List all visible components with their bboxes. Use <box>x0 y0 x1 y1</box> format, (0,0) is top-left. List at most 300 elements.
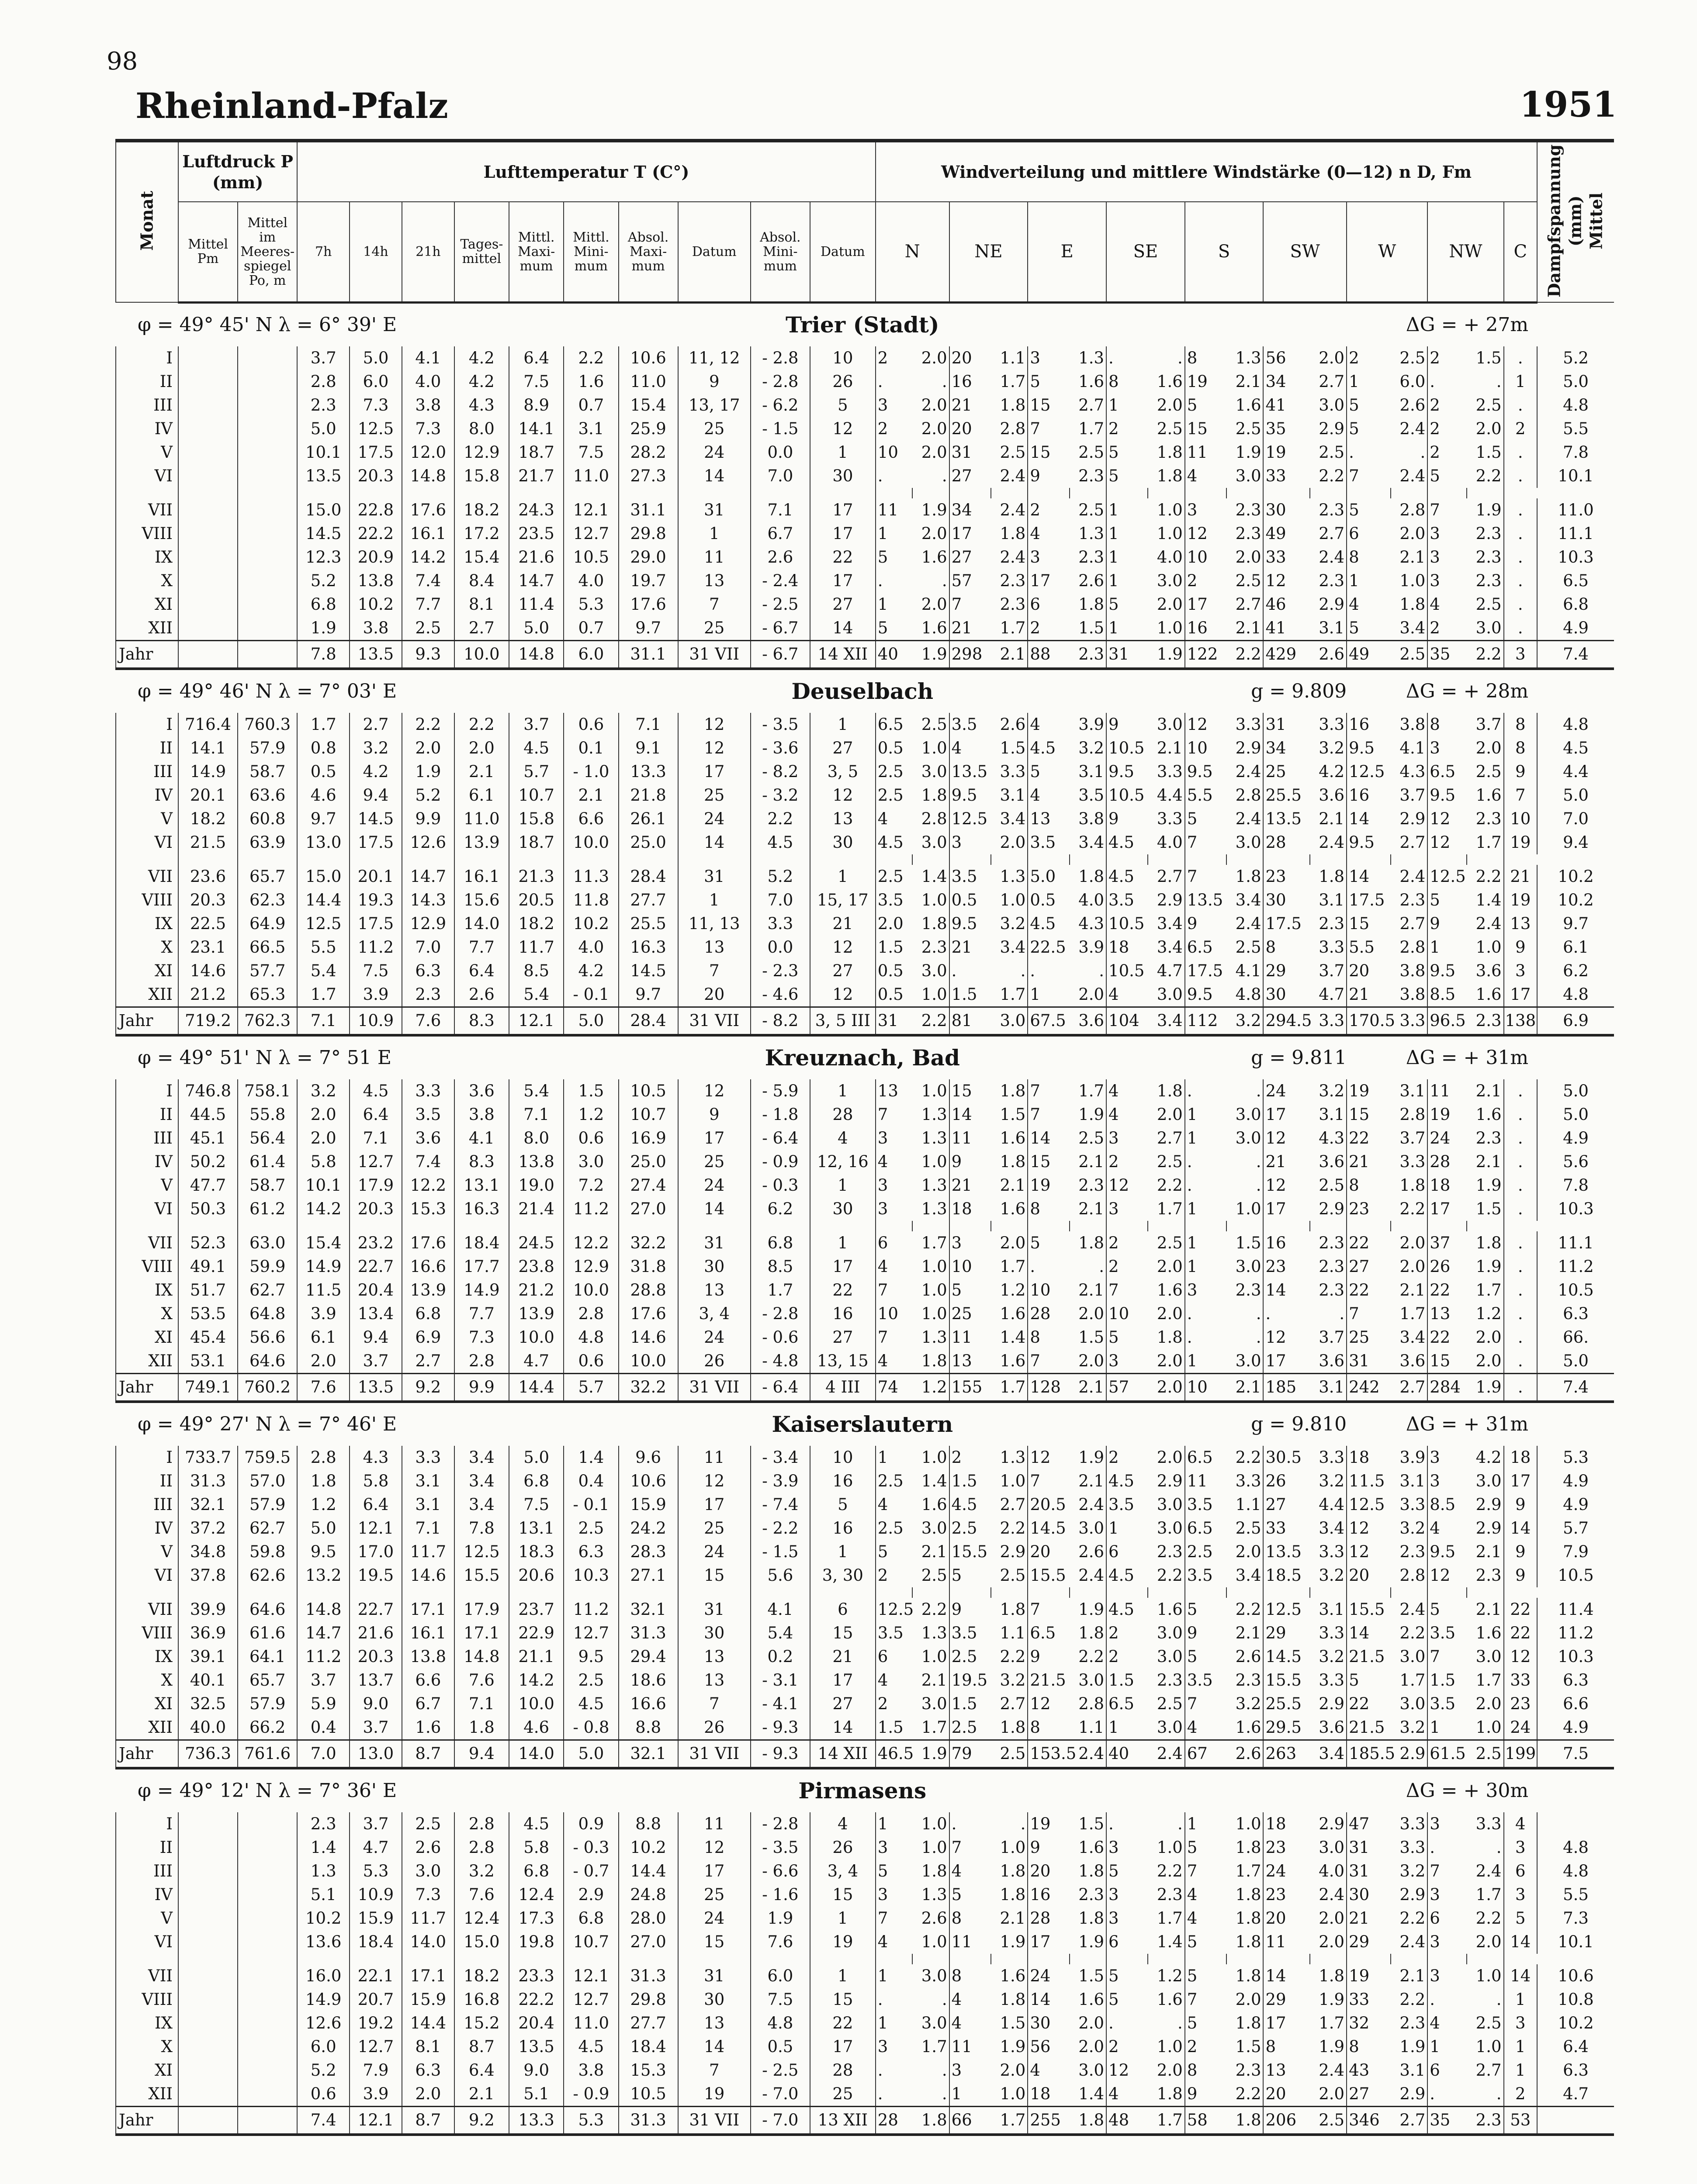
data-cell <box>238 2059 297 2082</box>
data-cell: 1.2 <box>564 1103 618 1127</box>
data-cell: 3 <box>1427 1930 1467 1954</box>
data-cell: - 3.4 <box>751 1446 810 1469</box>
data-cell: 6.0 <box>297 2035 350 2059</box>
data-cell: - 3.5 <box>751 713 810 736</box>
data-cell: 29 <box>1263 1988 1309 2011</box>
data-cell: 7.7 <box>402 593 454 616</box>
data-cell: - 1.8 <box>751 1103 810 1127</box>
data-cell: 2.1 <box>1399 547 1426 567</box>
gap-cell <box>1263 1221 1309 1231</box>
table-row <box>116 441 1614 464</box>
gap-cell <box>810 854 876 865</box>
data-cell: 1.4 <box>297 1836 350 1859</box>
data-cell: 28.2 <box>619 441 678 464</box>
data-cell: 1 <box>1185 1103 1226 1127</box>
data-cell: 2.2 <box>1078 1647 1105 1666</box>
data-cell: 1.2 <box>1000 1280 1026 1299</box>
data-cell <box>238 522 297 546</box>
subheader-cell: 7h <box>297 202 350 302</box>
data-cell: - 3.2 <box>751 784 810 807</box>
data-cell: 3.7 <box>350 1812 402 1836</box>
data-cell: 4.0 <box>564 569 618 593</box>
data-cell: 12.7 <box>350 2035 402 2059</box>
year-cell: 9.4 <box>454 1740 509 1768</box>
data-cell: 11 <box>1185 1469 1226 1493</box>
data-cell: 4.5 <box>1106 831 1148 854</box>
data-cell: 2.0 <box>1157 594 1183 614</box>
data-cell: 57.9 <box>238 1493 297 1517</box>
data-cell: 4.8 <box>564 1326 618 1349</box>
subheader-cell: Datum <box>810 202 876 302</box>
data-cell: 1.8 <box>1000 1885 1026 1904</box>
data-cell: 5.2 <box>751 865 810 888</box>
gap-cell <box>350 488 402 498</box>
gap-cell <box>619 854 678 865</box>
data-cell: 1.8 <box>1157 442 1183 462</box>
data-cell: 11.7 <box>402 1540 454 1564</box>
data-cell: 13 <box>810 807 876 831</box>
month-label: XI <box>116 1692 178 1716</box>
year-cell: 199 <box>1504 1740 1538 1768</box>
data-cell: 2.5 <box>1475 395 1502 415</box>
data-cell: 10 <box>1504 807 1538 831</box>
data-cell: 6.4 <box>1537 2035 1614 2059</box>
data-cell: 15 <box>1028 441 1069 464</box>
data-cell: 30 <box>1263 983 1309 1007</box>
data-cell: - 6.2 <box>751 394 810 417</box>
data-cell: 31 <box>949 441 991 464</box>
data-cell: 2.5 <box>1078 500 1105 519</box>
data-cell: 3 <box>1504 959 1538 983</box>
data-cell: 13, 17 <box>678 394 751 417</box>
year-cell: 170.5 <box>1347 1007 1391 1035</box>
data-cell: 22 <box>1347 1127 1391 1150</box>
year-cell: 31.3 <box>619 2106 678 2135</box>
data-cell: 8 <box>949 1964 991 1988</box>
data-cell: 14 <box>1504 1930 1538 1954</box>
data-cell: 3, 30 <box>810 1564 876 1587</box>
data-cell: 1.8 <box>1078 1908 1105 1928</box>
data-cell: 56 <box>1263 346 1309 370</box>
data-cell: 1.9 <box>921 500 947 519</box>
data-cell: 2.0 <box>297 1103 350 1127</box>
gap-cell <box>178 1221 238 1231</box>
data-cell: 7 <box>1028 1598 1069 1621</box>
month-label: X <box>116 2035 178 2059</box>
table-row <box>116 760 1614 784</box>
data-cell: 2.3 <box>1157 1542 1183 1561</box>
data-cell: 14.6 <box>402 1564 454 1587</box>
data-cell: 14.8 <box>297 1598 350 1621</box>
gap-cell <box>509 1954 564 1964</box>
data-cell: 2.2 <box>1475 466 1502 485</box>
data-cell: 4.0 <box>1078 890 1105 909</box>
table-row <box>116 2011 1614 2035</box>
data-cell: 1.4 <box>1000 1327 1026 1347</box>
data-cell: 66.5 <box>238 936 297 959</box>
row-gap <box>116 488 1614 498</box>
data-cell: 2 <box>1427 417 1467 441</box>
data-cell: 5 <box>1347 417 1391 441</box>
data-cell: 1.5 <box>949 1692 991 1716</box>
gap-cell <box>1185 854 1226 865</box>
gap-cell <box>678 1587 751 1598</box>
data-cell: 2 <box>1427 346 1467 370</box>
month-label: IV <box>116 784 178 807</box>
data-cell: 45.4 <box>178 1326 238 1349</box>
data-cell: 4.5 <box>949 1493 991 1517</box>
year-cell: 206 <box>1263 2106 1309 2135</box>
data-cell: 2.3 <box>1078 466 1105 485</box>
gap-cell <box>1106 1221 1148 1231</box>
data-cell: 3 <box>1106 1883 1148 1907</box>
data-cell: 9.5 <box>1427 784 1467 807</box>
data-cell: 16.1 <box>402 1621 454 1645</box>
data-cell: 1 <box>1504 1988 1538 2011</box>
data-cell: 2.8 <box>454 1812 509 1836</box>
data-cell: 43 <box>1347 2059 1391 2082</box>
data-cell: 3.1 <box>1399 2060 1426 2080</box>
data-cell <box>238 2035 297 2059</box>
data-cell: 57 <box>949 569 991 593</box>
data-cell: 2.0 <box>1157 2060 1183 2080</box>
data-cell: 4.7 <box>350 1836 402 1859</box>
data-cell <box>238 2082 297 2107</box>
data-cell: 15.5 <box>454 1564 509 1587</box>
data-cell: 5.4 <box>751 1621 810 1645</box>
year-cell: 128 <box>1028 1373 1069 1402</box>
data-cell: 9.5 <box>1106 760 1148 784</box>
month-label: XI <box>116 593 178 616</box>
data-cell: . <box>1106 1812 1148 1836</box>
data-cell: 2.0 <box>921 348 947 367</box>
data-cell: . <box>876 569 912 593</box>
data-cell: 14 <box>1263 1964 1309 1988</box>
data-cell: . <box>1185 1079 1226 1103</box>
gap-cell <box>238 854 297 865</box>
year-cell: 2.0 <box>1148 1373 1184 1402</box>
data-cell: 2.2 <box>1319 466 1345 485</box>
data-cell: 1.5 <box>1235 1233 1261 1252</box>
data-cell <box>178 464 238 488</box>
data-cell: 16.1 <box>454 865 509 888</box>
data-cell: 1.0 <box>1235 1199 1261 1218</box>
data-cell: 3.4 <box>1000 937 1026 957</box>
year-cell: 14 XII <box>810 640 876 669</box>
data-cell: 7 <box>678 593 751 616</box>
data-cell: 2.5 <box>1235 571 1261 590</box>
data-cell: 3.7 <box>350 1716 402 1740</box>
month-label: VIII <box>116 522 178 546</box>
data-cell: 28 <box>810 1103 876 1127</box>
data-cell: 1 <box>1106 498 1148 522</box>
data-cell: 3.3 <box>1319 1542 1345 1561</box>
data-cell: 2.3 <box>1078 547 1105 567</box>
year-cell <box>178 640 238 669</box>
station-header <box>116 1768 1614 1812</box>
data-cell: 7.3 <box>350 394 402 417</box>
data-cell: 11 <box>949 2035 991 2059</box>
data-cell: 1.5 <box>1000 1105 1026 1124</box>
gap-cell <box>509 854 564 865</box>
data-cell: 16.3 <box>454 1197 509 1221</box>
year-cell: 32.1 <box>619 1740 678 1768</box>
data-cell: 3 <box>1427 1964 1467 1988</box>
data-cell: - 6.6 <box>751 1859 810 1883</box>
data-cell: 12.6 <box>297 2011 350 2035</box>
data-cell: 20 <box>949 346 991 370</box>
data-cell: 2.8 <box>1399 1105 1426 1124</box>
data-cell: 7.9 <box>1537 1540 1614 1564</box>
data-cell: 2.5 <box>1475 762 1502 781</box>
data-cell: 1.0 <box>1475 2037 1502 2056</box>
data-cell <box>178 616 238 641</box>
data-cell <box>178 2035 238 2059</box>
data-cell: 2.4 <box>1399 867 1426 886</box>
data-cell: 2.5 <box>564 1669 618 1692</box>
data-cell: 1 <box>1185 1812 1226 1836</box>
data-cell: 21 <box>1347 1907 1391 1930</box>
data-cell: 7.9 <box>350 2059 402 2082</box>
table-row <box>116 1907 1614 1930</box>
data-cell: 1.5 <box>1427 1669 1467 1692</box>
data-cell: 62.7 <box>238 1279 297 1302</box>
station-coords: φ = 49° 51' N λ = 7° 51 E <box>138 1046 391 1069</box>
data-cell: 5 <box>1427 888 1467 912</box>
data-cell: 51.7 <box>178 1279 238 1302</box>
data-cell: 1.8 <box>1000 1600 1026 1619</box>
data-cell: 12.2 <box>402 1174 454 1197</box>
data-cell: 1.9 <box>1235 442 1261 462</box>
table-row <box>116 616 1614 641</box>
year-cell: 31 <box>876 1007 912 1035</box>
data-cell: 64.1 <box>238 1645 297 1669</box>
data-cell: . <box>1178 1814 1183 1833</box>
data-cell: 3.7 <box>1475 715 1502 734</box>
data-cell: 4 <box>1347 593 1391 616</box>
gap-cell <box>297 1587 350 1598</box>
data-cell: 17 <box>1504 1469 1538 1493</box>
data-cell: 6.5 <box>1028 1621 1069 1645</box>
data-cell: 2.8 <box>564 1302 618 1326</box>
data-cell: 3 <box>1028 546 1069 569</box>
data-cell: 2.1 <box>1078 1280 1105 1299</box>
data-cell: 2.0 <box>1000 833 1026 852</box>
data-cell: 2.7 <box>454 616 509 641</box>
data-cell: 23.3 <box>509 1964 564 1988</box>
data-cell: . <box>942 372 947 391</box>
data-cell: - 3.9 <box>751 1469 810 1493</box>
year-row <box>116 2106 1614 2135</box>
data-cell: 7 <box>876 1907 912 1930</box>
data-cell: 31 <box>1263 713 1309 736</box>
data-cell: 10.0 <box>564 1279 618 1302</box>
data-cell: 34.8 <box>178 1540 238 1564</box>
data-cell: 30 <box>1263 498 1309 522</box>
data-cell: 12 <box>1028 1692 1069 1716</box>
data-cell: 3.2 <box>1399 1518 1426 1538</box>
data-cell: 7 <box>1504 784 1538 807</box>
data-cell: 7.1 <box>454 1692 509 1716</box>
data-cell: 2 <box>1106 1621 1148 1645</box>
data-cell: 5.0 <box>297 417 350 441</box>
data-cell: 1.9 <box>751 1907 810 1930</box>
data-cell: 10.1 <box>297 441 350 464</box>
gap-cell <box>1467 488 1503 498</box>
data-cell: 1.9 <box>1078 1600 1105 1619</box>
year-cell: 7.0 <box>297 1740 350 1768</box>
data-cell: 3 <box>1427 546 1467 569</box>
data-cell: 1 <box>810 713 876 736</box>
data-cell: 9.5 <box>949 784 991 807</box>
data-cell: . <box>876 370 912 394</box>
gap-cell <box>1391 1221 1427 1231</box>
data-cell: 5.5 <box>297 936 350 959</box>
data-cell: 57.7 <box>238 959 297 983</box>
data-cell: 3.0 <box>1235 1105 1261 1124</box>
data-cell: 3.2 <box>1319 1647 1345 1666</box>
data-cell: 2 <box>1185 569 1226 593</box>
subheader-cell: NE <box>949 202 1028 302</box>
data-cell: 0.7 <box>564 616 618 641</box>
data-cell: 22 <box>810 2011 876 2035</box>
data-cell: 8.5 <box>1427 1493 1467 1517</box>
data-cell: 31 <box>678 865 751 888</box>
data-cell: 57.9 <box>238 736 297 760</box>
data-cell: 3.9 <box>1399 1448 1426 1467</box>
data-cell: 8.3 <box>454 1150 509 1174</box>
table-row <box>116 464 1614 488</box>
data-cell: 9 <box>1185 2082 1226 2107</box>
data-cell: 1 <box>810 1079 876 1103</box>
data-cell: 5 <box>1106 464 1148 488</box>
year-label: Jahr <box>116 1007 178 1035</box>
data-cell: 1.3 <box>1000 867 1026 886</box>
data-cell: 14.8 <box>402 464 454 488</box>
data-cell: 20.5 <box>1028 1493 1069 1517</box>
year-cell: 2.3 <box>1467 1007 1503 1035</box>
data-cell: 2.4 <box>1319 833 1345 852</box>
data-cell: 44.5 <box>178 1103 238 1127</box>
data-cell: 2.3 <box>1319 1233 1345 1252</box>
month-label: X <box>116 1669 178 1692</box>
data-cell: 2.5 <box>949 1716 991 1740</box>
data-cell: 3.6 <box>1319 1351 1345 1370</box>
data-cell: 7.8 <box>1537 441 1614 464</box>
data-cell: 6.3 <box>402 959 454 983</box>
data-cell: 2.2 <box>751 807 810 831</box>
year-cell: 2.9 <box>1391 1740 1427 1768</box>
data-cell: . <box>1504 1127 1538 1150</box>
data-cell: 17.0 <box>350 1540 402 1564</box>
data-cell: 23.8 <box>509 1255 564 1279</box>
data-cell: 4.0 <box>1319 1861 1345 1880</box>
data-cell: 14.0 <box>402 1930 454 1954</box>
data-cell: 2.5 <box>1157 1694 1183 1713</box>
gap-cell <box>454 854 509 865</box>
data-cell: 1.7 <box>1475 1280 1502 1299</box>
data-cell: 2.0 <box>1078 985 1105 1004</box>
data-cell: 9 <box>1504 1540 1538 1564</box>
data-cell: 23 <box>1347 1197 1391 1221</box>
gap-cell <box>509 488 564 498</box>
table-row <box>116 2059 1614 2082</box>
data-cell: 1.7 <box>751 1279 810 1302</box>
data-cell: 19 <box>810 1930 876 1954</box>
data-cell: . <box>1427 1988 1467 2011</box>
data-cell: 31 <box>678 1231 751 1255</box>
table-row <box>116 498 1614 522</box>
data-cell: 12.5 <box>1427 865 1467 888</box>
year-cell: 1.9 <box>912 1740 949 1768</box>
data-cell: 15 <box>1347 1103 1391 1127</box>
data-cell: . <box>1504 346 1538 370</box>
data-cell: 2 <box>1106 417 1148 441</box>
data-cell: 4 <box>810 1127 876 1150</box>
data-cell: 2.3 <box>1000 571 1026 590</box>
gap-cell <box>116 488 178 498</box>
data-cell: 9.7 <box>619 983 678 1007</box>
data-cell: 3.2 <box>1399 1861 1426 1880</box>
data-cell: 1.7 <box>1078 1081 1105 1100</box>
data-cell <box>178 522 238 546</box>
data-cell: 9 <box>678 1103 751 1127</box>
data-cell: 17 <box>678 760 751 784</box>
table-row <box>116 1079 1614 1103</box>
data-cell: 1.5 <box>876 936 912 959</box>
data-cell: 1.2 <box>297 1493 350 1517</box>
data-cell: 9.5 <box>297 1540 350 1564</box>
data-cell: 0.4 <box>564 1469 618 1493</box>
data-cell <box>238 616 297 641</box>
year-cell: 1.7 <box>991 2106 1028 2135</box>
data-cell <box>238 593 297 616</box>
data-cell: 10.3 <box>1537 546 1614 569</box>
data-cell: 31 <box>1347 1859 1391 1883</box>
data-cell: 2.6 <box>402 1836 454 1859</box>
data-cell: 2.1 <box>1078 1199 1105 1218</box>
data-cell: 2.8 <box>1399 1565 1426 1585</box>
data-cell: 2.7 <box>1319 372 1345 391</box>
gap-cell <box>678 1221 751 1231</box>
month-label: VIII <box>116 888 178 912</box>
data-cell: . <box>942 571 947 590</box>
data-cell: 2 <box>1106 1645 1148 1669</box>
data-cell: 5 <box>1028 1231 1069 1255</box>
data-cell: 2.6 <box>1000 715 1026 734</box>
data-cell: 3 <box>876 1197 912 1221</box>
data-cell: 2.2 <box>1475 1908 1502 1928</box>
data-cell: 7.0 <box>751 464 810 488</box>
data-cell: 6.4 <box>350 1103 402 1127</box>
data-cell: 10.2 <box>350 593 402 616</box>
gap-cell <box>350 854 402 865</box>
data-cell: 3.4 <box>454 1469 509 1493</box>
data-cell: - 2.2 <box>751 1517 810 1540</box>
data-cell: 4.5 <box>1106 865 1148 888</box>
data-cell: 4 <box>1427 593 1467 616</box>
data-cell: 7 <box>1427 498 1467 522</box>
year-cell: 28 <box>876 2106 912 2135</box>
data-cell: 7.1 <box>402 1517 454 1540</box>
data-cell: 1.6 <box>1475 985 1502 1004</box>
data-cell: - 2.5 <box>751 2059 810 2082</box>
data-cell: 20.1 <box>350 865 402 888</box>
data-cell: 1.8 <box>1078 1233 1105 1252</box>
data-cell: 19.7 <box>619 569 678 593</box>
gap-cell <box>238 1587 297 1598</box>
data-cell: 34 <box>1263 736 1309 760</box>
